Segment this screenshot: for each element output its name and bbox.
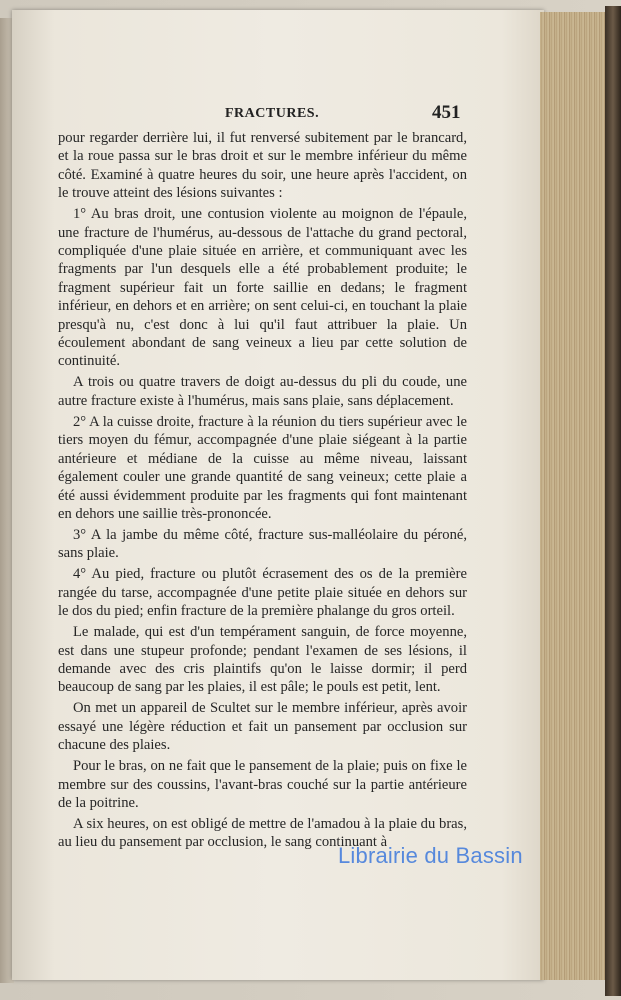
paragraph: On met un appareil de Scultet sur le membre inférieur, après avoir essayé une légère réduction et fait un pansement par occlusion sur chacune des plaies. [58,700,467,754]
book-cover-edge [605,6,621,996]
page-block-edge [540,12,610,980]
paragraph: A six heures, on est obligé de mettre de l'amadou à la plaie du bras, au lieu du pansement par occlusion, le sang continuant à [58,815,467,851]
page-number: 451 [432,102,461,123]
paragraph: 2° A la cuisse droite, fracture à la réunion du tiers supérieur avec le tiers moyen du fémur, accompagnée d'une plaie siégeant à la partie antérieure et médiane de la cuisse au même niveau, laissant également couler une grande quantité de sang veineux; cette plaie a été aussi évidemment produite par les fragments qui font maintenant en dehors une saillie très-prononcée. [58,413,467,522]
body-text [58,129,467,854]
paragraph: 3° A la jambe du même côté, fracture sus-malléolaire du péroné, sans plaie. [58,526,467,562]
paragraph: 4° Au pied, fracture ou plutôt écrasement des os de la première rangée du tarse, accompagnée d'une petite plaie située en dehors sur le dos du pied; enfin fracture de la première phalange du gros orteil. [58,566,467,620]
watermark: Librairie du Bassin [338,843,523,868]
paragraph: 1° Au bras droit, une contusion violente au moignon de l'épaule, une fracture de l'humérus, au-dessous de l'attache du grand pectoral, compliquée d'une plaie située en arrière, et communiquant avec les fragments par l'un desquels elle a été probablement produite; le fragment supérieur fait un forte saillie en dedans; le fragment inférieur, en dehors et en arrière; on sent celui-ci, en touchant la plaie presqu'à nu, c'est donc à lui qu'il faut attribuer la plaie. Un écoulement abondant de sang veineux a lieu par cette solution de continuité. [58,206,467,370]
paragraph: Le malade, qui est d'un tempérament sanguin, de force moyenne, est dans une stupeur profonde; pendant l'examen de ses lésions, il demande avec des cris plaintifs qu'on le laisse dormir; il perd beaucoup de sang par les plaies, il est pâle; le pouls est petit, lent. [58,624,467,696]
paragraph: A trois ou quatre travers de doigt au-dessus du pli du coude, une autre fracture existe à l'humérus, mais sans plaie, sans déplacement. [58,374,467,409]
running-head: FRACTURES. [225,106,320,121]
paragraph: pour regarder derrière lui, il fut renversé subitement par le brancard, et la roue passa sur le bras droit et sur le membre inférieur du même côté. Examiné à quatre heures du soir, une heure après l'accident, on le trouve atteint des lésions suivantes : [58,130,467,202]
paragraph: Pour le bras, on ne fait que le pansement de la plaie; puis on fixe le membre sur des coussins, l'avant-bras couché sur la partie antérieure de la poitrine. [58,758,467,811]
